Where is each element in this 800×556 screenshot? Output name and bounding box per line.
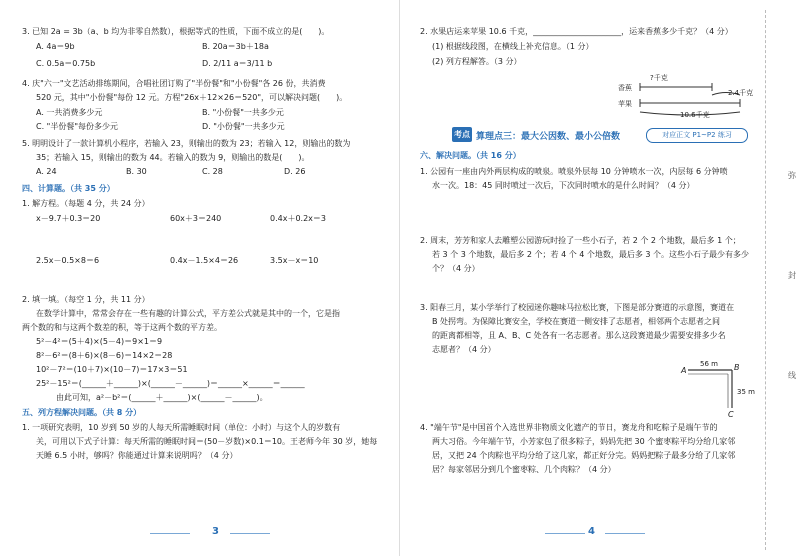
s5-q1-line-1: 1. 一项研究表明，10 岁到 50 岁的人每天所需睡眠时间（单位：小时）与这个人的岁数有 — [22, 423, 341, 432]
r4-line-2: 两大习俗。今年端午节，小芳家包了很多粽子，妈妈先把 30 个蜜枣粽平均分给几家邻 — [432, 437, 736, 446]
equation-5: 0.4x－1.5×4＝26 — [170, 256, 239, 265]
r-q2-line-2: (1) 根据线段图，在横线上补充信息。（1 分） — [432, 42, 594, 51]
r4-line-1: 4. "端午节"是中国首个入选世界非物质文化遗产的节日，赛龙舟和吃粽子是端午节的 — [420, 423, 718, 432]
binding-label-2: 封 — [788, 271, 796, 280]
q5-option-c: C. 28 — [202, 167, 223, 176]
q4-option-d: D. "小份餐"一共多少元 — [202, 122, 285, 131]
q3-option-b: B. 20a＝3b＋18a — [202, 42, 269, 51]
binding-line — [765, 10, 767, 550]
q3-text: 3. 已知 2a = 3b（a、b 均为非零自然数），根据等式的性质，下面不成立的是( )。 — [22, 27, 330, 36]
q3-option-c: C. 0.5a＝0.75b — [36, 59, 96, 68]
q3-option-a: A. 4a＝9b — [36, 42, 75, 51]
r-q2-line-3: (2) 列方程解答。（3 分） — [432, 57, 522, 66]
page-number-rule-left-r — [545, 533, 585, 534]
q5-option-a: A. 24 — [36, 167, 57, 176]
seg-question: ?千克 — [650, 74, 668, 82]
q5-text-1: 5. 明明设计了一款计算机小程序，若输入 23，则输出的数为 23；若输入 12，则输出的数为 — [22, 139, 351, 148]
q4-option-b: B. "小份餐"一共多少元 — [202, 108, 284, 117]
q5-option-b: B. 30 — [126, 167, 147, 176]
r1-line-2: 水一次。18：45 同时喷过一次后，下次同时喷水的是什么时间？（4 分） — [432, 181, 695, 190]
sub2-heading: 2. 填一填。（每空 1 分，共 11 分） — [22, 295, 150, 304]
q5-text-2: 35；若输入 15，则输出的数为 44。若输入的数为 9，则输出的数是( )。 — [36, 153, 310, 162]
page-number-rule-right — [230, 533, 270, 534]
fill-line-5[interactable]: 由此可知，a²－b²＝(______＋______)×(______－______)。 — [56, 393, 268, 402]
s5-q1-line-3: 天睡 6.5 小时，够吗？你能通过计算来说明吗？（4 分） — [36, 451, 238, 460]
equation-6: 3.5x－x＝10 — [270, 256, 319, 265]
banner-title: 算理点三：最大公因数、最小公倍数 — [476, 132, 621, 142]
banner-reference: 对应正文 P1~P2 练习 — [646, 128, 748, 143]
equation-1: x－9.7＋0.3＝20 — [36, 214, 101, 223]
fill-line-1: 5²－4²＝(5＋4)×(5－4)＝9×1＝9 — [36, 337, 163, 346]
label-56m: 56 m — [700, 360, 718, 368]
fill-intro-1: 在数学计算中，常常会存在一些有趣的计算公式，平方差公式就是其中的一个，它是指 — [36, 309, 340, 318]
q4-option-a: A. 一共消费多少元 — [36, 108, 103, 117]
fill-line-3: 10²－7²＝(10＋7)×(10－7)＝17×3＝51 — [36, 365, 188, 374]
s5-q1-line-2: 关，可用以下式子计算：每天所需的睡眠时间＝(50－岁数)×0.1＝10。王老师今年 30 岁，她每 — [36, 437, 378, 446]
r3-line-4: 志愿者？（4 分） — [432, 345, 496, 354]
q4-option-c: C. "半份餐"每份多少元 — [36, 122, 119, 131]
page-number-right: 4 — [588, 526, 595, 537]
section-6-heading: 六、解决问题。（共 16 分） — [420, 151, 521, 160]
q4-text-1: 4. 庆"六一"文艺活动排练期间，合唱社团订购了"半份餐"和"小份餐"各 26 份，共消费 — [22, 79, 326, 88]
seg-apple-label: 苹果 — [618, 100, 632, 108]
page-number-rule-left — [150, 533, 190, 534]
r1-line-1: 1. 公园有一座由内外两层构成的喷泉。喷泉外层每 10 分钟喷水一次，内层每 6 分钟喷 — [420, 167, 728, 176]
section-badge: 考点 — [452, 127, 472, 142]
seg-difference-label: 2.4千克 — [728, 89, 754, 97]
equation-2: 60x＋3＝240 — [170, 214, 222, 223]
r4-line-3: 居，又把 24 个肉粽也平均分给了这几家，都正好分完。妈妈把粽子最多分给了几家邻 — [432, 451, 736, 460]
r3-line-1: 3. 阳春三月，某小学举行了校园迷你趣味马拉松比赛，下图是部分赛道的示意图，赛道在 — [420, 303, 735, 312]
r3-line-2: B 处拐弯。为保障比赛安全，学校在赛道一侧安排了志愿者，相邻两个志愿者之间 — [432, 317, 721, 326]
section-5-heading: 五、列方程解决问题。（共 8 分） — [22, 408, 142, 417]
label-c: C — [728, 410, 734, 419]
r2-line-2: 若 3 个 3 个地数，最后多 2 个；若 4 个 4 个地数，最后多 3 个。这些小石子最少有多少 — [432, 250, 750, 259]
r2-line-1: 2. 周末，芳芳和家人去雕塑公园游玩时捡了一些小石子，若 2 个 2 个地数，最后多 1 个； — [420, 236, 741, 245]
q3-option-d: D. 2/11 a＝3/11 b — [202, 59, 273, 68]
sub1-heading: 1. 解方程。（每题 4 分，共 24 分） — [22, 199, 150, 208]
section-4-heading: 四、计算题。（共 35 分） — [22, 184, 115, 193]
fill-line-2: 8²－6²＝(8＋6)×(8－6)＝14×2＝28 — [36, 351, 173, 360]
page-number: 3 — [212, 526, 219, 537]
equation-4: 2.5x－0.5×8＝6 — [36, 256, 100, 265]
q4-text-2: 520 元，其中"小份餐"每份 12 元。方程"26x＋12×26＝520"，可以解决问题( )。 — [36, 93, 348, 102]
page-number-rule-right-r — [605, 533, 645, 534]
equation-3: 0.4x＋0.2x＝3 — [270, 214, 327, 223]
label-35m: 35 m — [737, 388, 755, 396]
fill-line-4[interactable]: 25²－15²＝(______＋______)×(______－______)＝______×______＝______ — [36, 379, 305, 388]
r3-line-3: 的距离都相等，且 A、B、C 处各有一名志愿者。那么这段赛道最少需要安排多少名 — [432, 331, 726, 340]
seg-banana-label: 香蕉 — [618, 84, 632, 92]
binding-label-3: 线 — [788, 371, 796, 380]
seg-total-label: 10.6千克 — [680, 111, 710, 119]
r2-line-3: 个？（4 分） — [432, 264, 480, 273]
binding-label-1: 弥 — [788, 171, 796, 180]
r4-line-4: 居？每家邻居分到几个蜜枣粽、几个肉粽？（4 分） — [432, 465, 616, 474]
label-b: B — [734, 363, 740, 372]
label-a: A — [681, 366, 687, 375]
q5-option-d: D. 26 — [284, 167, 306, 176]
r-q2-line-1: 2. 水果店运来苹果 10.6 千克，______________________，运来香蕉多少千克？（4 分） — [420, 27, 733, 36]
fill-intro-2: 两个数的和与这两个数差的积，等于这两个数的平方差。 — [22, 323, 222, 332]
